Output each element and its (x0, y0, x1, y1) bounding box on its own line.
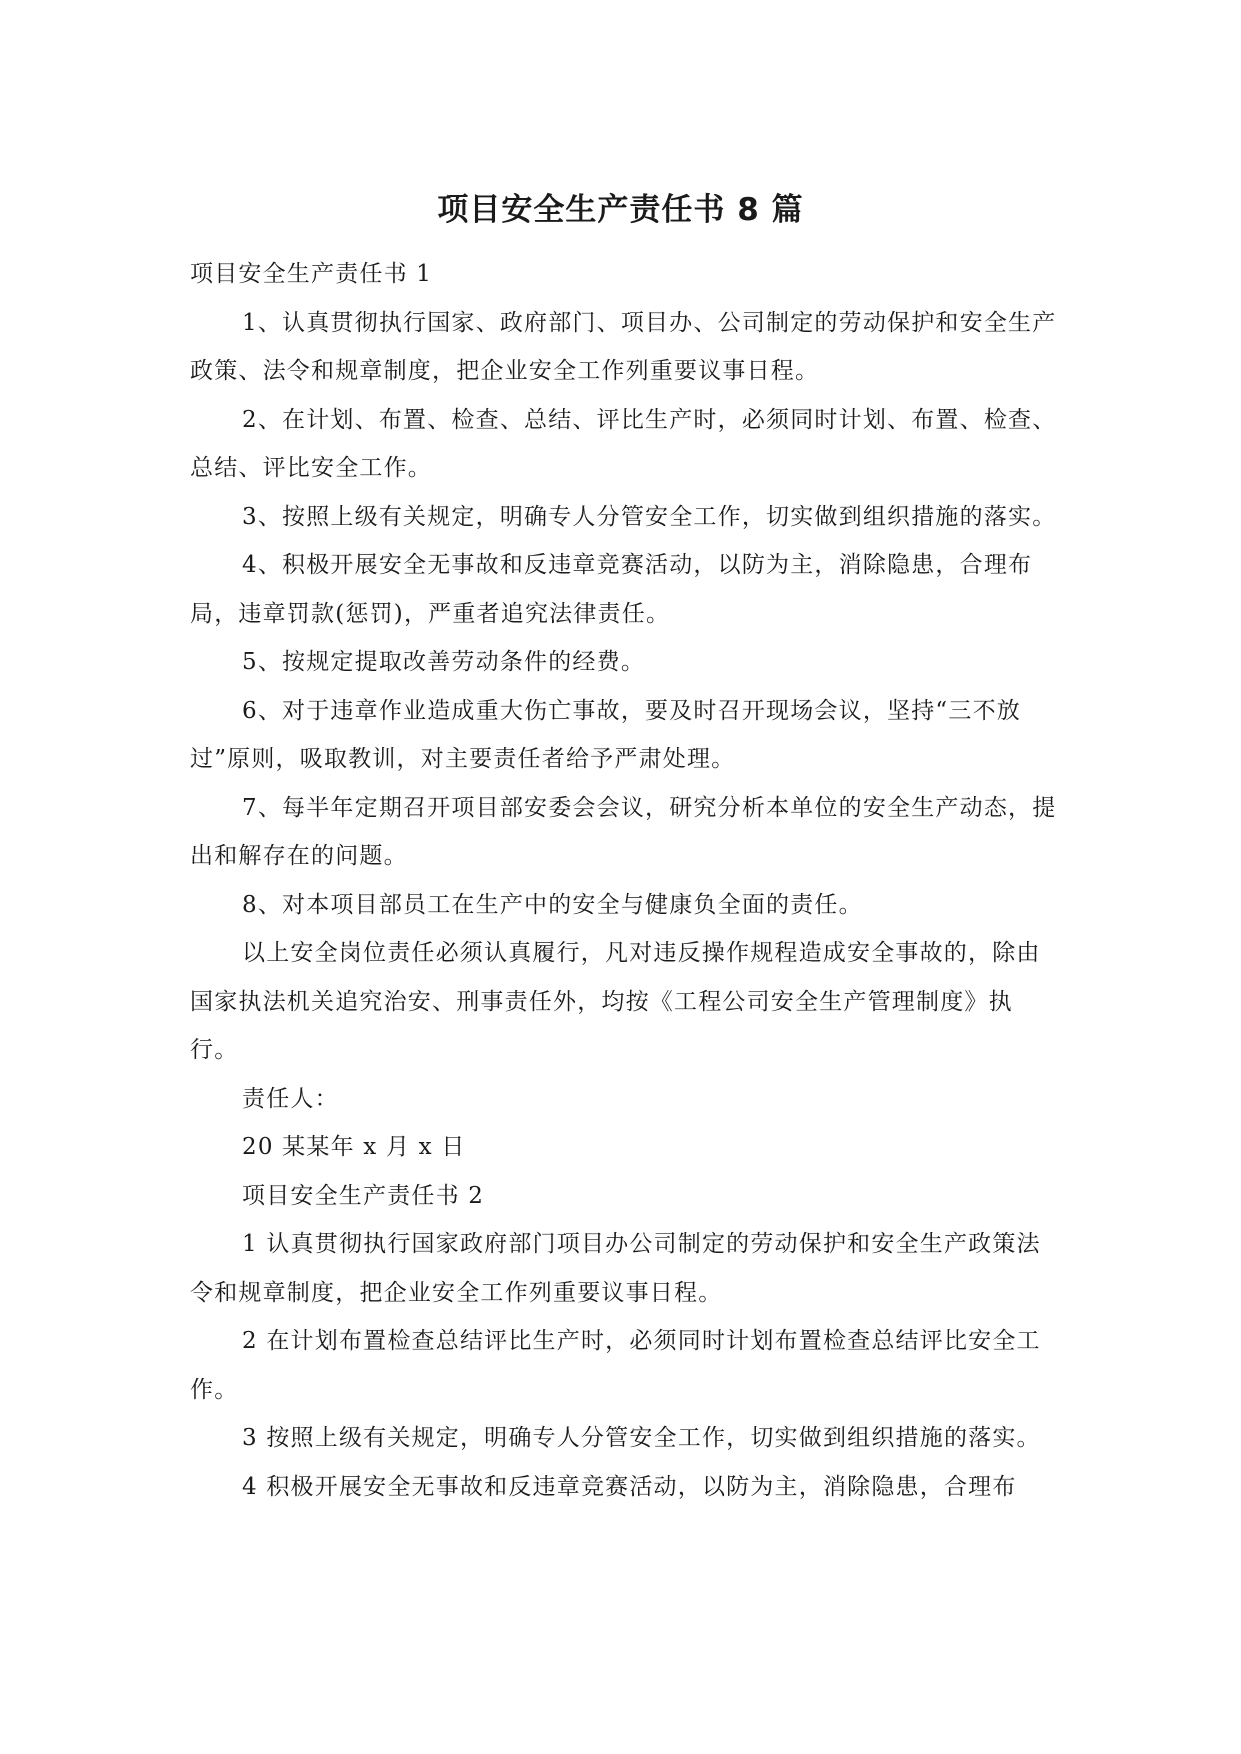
section-heading: 项目安全生产责任书 1 (190, 261, 433, 287)
signature-date: 20 某某年 x 月 x 日 (242, 1134, 466, 1160)
paragraph: 2、在计划、布置、检查、总结、评比生产时，必须同时计划、布置、检查、总结、评比安全工作。 (190, 406, 1057, 481)
paragraph: 4、积极开展安全无事故和反违章竞赛活动，以防为主，消除隐患，合理布局，违章罚款(惩罚)，严重者追究法律责任。 (190, 552, 1033, 627)
paragraph: 以上安全岗位责任必须认真履行，凡对违反操作规程造成安全事故的，除由国家执法机关追究治安、刑事责任外，均按《工程公司安全生产管理制度》执行。 (190, 940, 1041, 1063)
paragraph: 2 在计划布置检查总结评比生产时，必须同时计划布置检查总结评比安全工作。 (190, 1328, 1041, 1403)
section-heading: 项目安全生产责任书 2 (242, 1182, 485, 1209)
document-title: 项目安全生产责任书 8 篇 (437, 192, 804, 228)
paragraph: 1、认真贯彻执行国家、政府部门、项目办、公司制定的劳动保护和安全生产政策、法令和规章制度，把企业安全工作列重要议事日程。 (190, 309, 1057, 384)
paragraph: 6、对于违章作业造成重大伤亡事故，要及时召开现场会议，坚持“三不放过”原则，吸取教训，对主要责任者给予严肃处理。 (190, 697, 1021, 772)
paragraph: 4 积极开展安全无事故和反违章竞赛活动，以防为主，消除隐患，合理布 (242, 1473, 1017, 1500)
paragraph: 1 认真贯彻执行国家政府部门项目办公司制定的劳动保护和安全生产政策法令和规章制度，把企业安全工作列重要议事日程。 (190, 1231, 1041, 1306)
paragraph: 3、按照上级有关规定，明确专人分管安全工作，切实做到组织措施的落实。 (242, 503, 1057, 530)
document-body (190, 250, 1060, 1511)
paragraph: 3 按照上级有关规定，明确专人分管安全工作，切实做到组织措施的落实。 (242, 1425, 1041, 1451)
paragraph: 7、每半年定期召开项目部安委会会议，研究分析本单位的安全生产动态，提出和解存在的问题。 (190, 794, 1057, 869)
paragraph: 8、对本项目部员工在生产中的安全与健康负全面的责任。 (242, 891, 863, 918)
signatory-label: 责任人： (242, 1085, 339, 1112)
paragraph: 5、按规定提取改善劳动条件的经费。 (242, 649, 646, 675)
